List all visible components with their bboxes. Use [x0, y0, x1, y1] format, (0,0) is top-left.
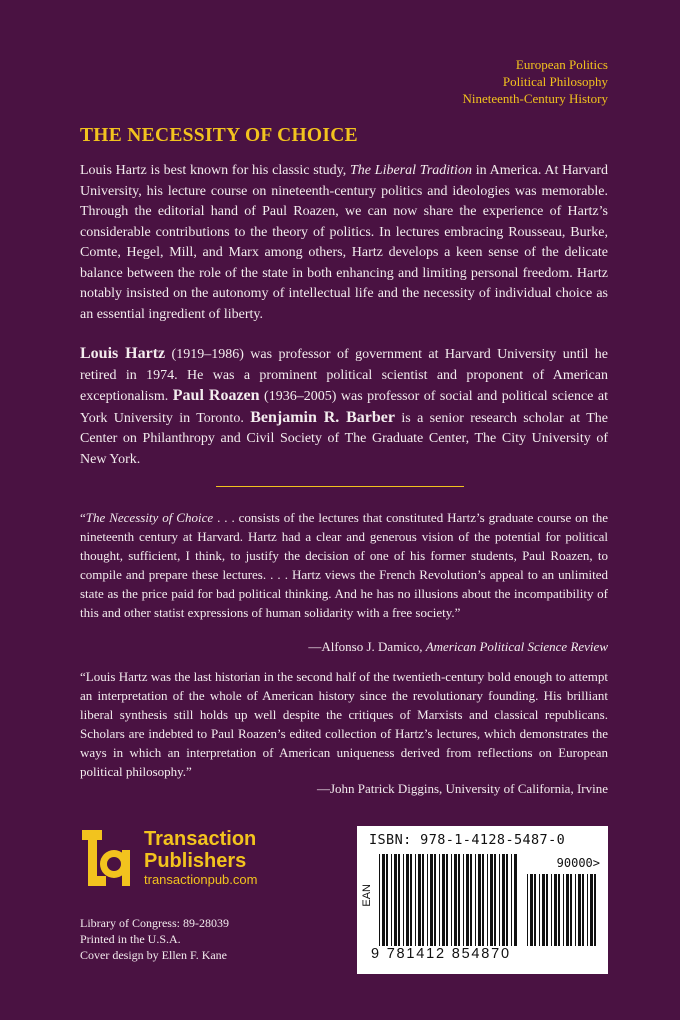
barcode-bar: [439, 854, 440, 946]
library-of-congress: Library of Congress: 89-28039: [80, 916, 229, 930]
barcode-bar: [487, 854, 488, 946]
foreword-author-name: Benjamin R. Barber: [250, 408, 396, 426]
cover-design-credit: Cover design by Ellen F. Kane: [80, 948, 228, 962]
barcode-bar: [575, 874, 576, 946]
barcode-bar: [554, 874, 557, 946]
barcode-bar: [422, 854, 424, 946]
barcode-bar: [551, 874, 552, 946]
book-title: THE NECESSITY OF CHOICE: [80, 125, 358, 146]
barcode-bar: [527, 874, 528, 946]
editor-name: Paul Roazen: [172, 387, 260, 404]
divider-rule: [216, 486, 464, 487]
barcode-bar: [514, 854, 517, 946]
subject-item: Political Philosophy: [502, 74, 608, 89]
book-title-reference: The Liberal Tradition: [350, 163, 472, 178]
subject-item: European Politics: [515, 57, 608, 72]
imprint-info: [80, 915, 229, 963]
barcode-bar: [478, 854, 481, 946]
barcode-bar: [530, 874, 533, 946]
barcode-bar: [490, 854, 493, 946]
publisher-url: transactionpub.com: [144, 872, 258, 887]
barcode-bar: [470, 854, 472, 946]
barcode-bar: [511, 854, 512, 946]
barcode-bar: [427, 854, 428, 946]
isbn-text: ISBN: 978-1-4128-5487-0: [369, 832, 566, 848]
publisher-name: [144, 828, 256, 872]
barcode-bar: [578, 874, 581, 946]
barcode-bar: [506, 854, 508, 946]
barcode-bar: [406, 854, 409, 946]
description-text: in America. At Harvard University, his lecture course on nineteenth-century politics and ideologies was memorable. Through the editorial hand of Paul Roazen, we can now share the experience of Hartz’s considerable contributions to the theory of politics. In lectures embracing Rousseau, Burke, Comte, Hegel, Mill, and Marx among others, Hartz develops a keen sense of the delicate balance between the role of the state in both enhancing and limiting personal freedom. Hartz notably insisted on the autonomy of intellectual life and the necessity of individual choice as an essential ingredient of liberty.: [80, 163, 609, 322]
barcode-bar: [463, 854, 464, 946]
quote-mark: “: [80, 510, 86, 525]
review-quote: “Louis Hartz was the last historian in the second half of the twentieth-century bold enough to attempt an interpretation of the whole of American history since the revolutionary founding. His brilliant liberal synthesis still holds up well despite the critiques of Marxists and classical republicans. Scholars are indebted to Paul Roazen’s edited collection of Hartz’s lectures, which demonstrates the ways in which an interpretation of American uniqueness derived from reflections on European political philosophy.”: [80, 669, 608, 779]
quote-book-title: The Necessity of Choice: [85, 510, 214, 525]
review-quote: [80, 508, 608, 622]
price-code: 90000>: [556, 856, 600, 870]
barcode-bar: [415, 854, 416, 946]
barcode-bar: [434, 854, 436, 946]
barcode-panel: [357, 826, 608, 974]
barcode-bar: [386, 854, 388, 946]
author-name: Louis Hartz: [80, 345, 166, 362]
barcode-bar: [539, 874, 540, 946]
book-description: [80, 161, 608, 325]
publisher-name-line: Transaction: [144, 828, 257, 850]
barcode-bar: [403, 854, 404, 946]
subject-list: [463, 56, 609, 107]
barcode-bar: [442, 854, 445, 946]
subject-item: Nineteenth-Century History: [462, 91, 608, 106]
barcode-bar: [594, 874, 596, 946]
barcode-bar: [566, 874, 569, 946]
description-text: Louis Hartz is best known for his classic study,: [80, 163, 350, 178]
barcode-bar: [582, 874, 584, 946]
barcode-bar: [475, 854, 476, 946]
quote-text: . . . consists of the lectures that constituted Hartz’s graduate course on the nineteenth century at Harvard. Hartz had a clear and generous vision of the potential for political thought, sufficient, I think, to justify the decision of one of his former students, Paul Roazen, to compile and prepare these lectures. . . . Hartz views the French Revolution’s appeal to an unlimited state as the price paid for bad political thinking. And he has no illusions about the incompatibility of this and other statist expressions of human solidarity with a free society.”: [80, 510, 608, 620]
quote-attribution: [308, 637, 608, 656]
author-bios: [80, 344, 608, 470]
ean-barcode: [379, 854, 517, 946]
barcode-bar: [451, 854, 452, 946]
barcode-bar: [410, 854, 412, 946]
bio-text: (1936–2005) was professor of social and political science at York University in Toronto.: [80, 389, 608, 426]
quote-attribution: —John Patrick Diggins, University of California, Irvine: [316, 781, 608, 796]
barcode-bar: [454, 854, 457, 946]
barcode-bar: [458, 854, 460, 946]
barcode-bar: [587, 874, 588, 946]
barcode-digits: 9 781412 854870: [371, 946, 511, 962]
barcode-bar: [391, 854, 392, 946]
barcode-bar: [446, 854, 448, 946]
bio-text: is a senior research scholar at The Center on Philanthropy and Civil Society of The Graduate Center, The City University of New York.: [80, 410, 608, 467]
ean-label: EAN: [361, 884, 373, 907]
barcode-bar: [494, 854, 496, 946]
barcode-bar: [558, 874, 560, 946]
barcode-bar: [430, 854, 433, 946]
barcode-bar: [466, 854, 469, 946]
barcode-bar: [534, 874, 536, 946]
barcode-bar: [546, 874, 548, 946]
barcode-bar: [379, 854, 380, 946]
transaction-logo-icon: [80, 828, 132, 888]
barcode-bar: [590, 874, 593, 946]
barcode-bar: [570, 874, 572, 946]
addon-barcode: [527, 874, 599, 946]
barcode-bar: [499, 854, 500, 946]
barcode-bar: [542, 874, 545, 946]
attribution-source: American Political Science Review: [425, 639, 608, 654]
publisher-name-line: Publishers: [144, 850, 247, 872]
barcode-bar: [382, 854, 385, 946]
printed-in: Printed in the U.S.A.: [80, 932, 181, 946]
barcode-bar: [502, 854, 505, 946]
barcode-bar: [394, 854, 397, 946]
barcode-bar: [418, 854, 421, 946]
barcode-bar: [482, 854, 484, 946]
barcode-bar: [398, 854, 400, 946]
bio-text: (1919–1986) was professor of government at Harvard University until he retired in 1974. He was a prominent political scientist and proponent of American exceptionalism.: [80, 347, 608, 404]
barcode-bar: [563, 874, 564, 946]
attribution-author: —Alfonso J. Damico,: [308, 639, 426, 654]
publisher-logo: [80, 826, 290, 896]
